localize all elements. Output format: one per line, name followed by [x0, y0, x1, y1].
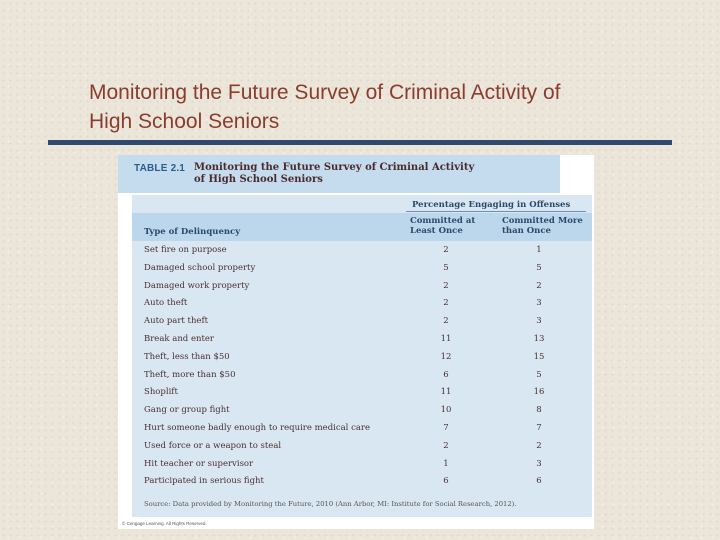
cell-once: 11: [440, 333, 452, 344]
table-source-note: Source: Data provided by Monitoring the Future, 2010 (Ann Arbor, MI: Institute for Social Research, 2012).: [144, 500, 517, 508]
cell-once: 1: [443, 458, 449, 469]
table-row: [132, 350, 592, 368]
slide-title: [89, 78, 669, 136]
table-label: TABLE 2.1: [134, 163, 186, 174]
cell-more: 15: [533, 351, 545, 362]
cell-more: 3: [536, 298, 542, 309]
group-header-rule: [406, 211, 586, 212]
table-row: [132, 403, 592, 421]
cell-more: 5: [536, 369, 542, 380]
column-header-more-line-2: than Once: [502, 226, 551, 236]
cell-once: 6: [443, 369, 449, 380]
cell-type: Damaged school property: [144, 262, 256, 273]
table-row: [132, 279, 592, 297]
cell-once: 5: [443, 262, 449, 273]
cell-more: 5: [536, 262, 542, 273]
column-header-type: Type of Delinquency: [144, 227, 241, 237]
cell-more: 2: [536, 280, 542, 291]
slide-title-line-2: High School Seniors: [89, 110, 280, 133]
column-header-once: [410, 216, 490, 236]
cell-once: 11: [440, 387, 452, 398]
table-rows: [132, 243, 592, 492]
column-header-more-line-1: Committed More: [502, 216, 583, 226]
table-figure: [118, 155, 594, 529]
cell-type: Damaged work property: [144, 280, 250, 291]
cell-more: 6: [536, 476, 542, 487]
cell-once: 2: [443, 440, 449, 451]
cell-type: Auto theft: [144, 298, 188, 309]
table-row: [132, 368, 592, 386]
cell-type: Shoplift: [144, 387, 178, 398]
table-row: [132, 261, 592, 279]
cell-once: 2: [443, 280, 449, 291]
table-row: [132, 243, 592, 261]
cell-more: 8: [536, 405, 542, 416]
table-header: [118, 155, 560, 193]
column-header-once-line-1: Committed at: [410, 216, 476, 226]
cell-more: 3: [536, 316, 542, 327]
table-row: [132, 385, 592, 403]
cell-more: 7: [536, 422, 542, 433]
title-divider: [48, 140, 672, 145]
cell-type: Auto part theft: [144, 316, 209, 327]
table-row: [132, 332, 592, 350]
cell-more: 16: [533, 387, 545, 398]
group-header: Percentage Engaging in Offenses: [412, 200, 571, 210]
column-header-once-line-2: Least Once: [410, 226, 463, 236]
cell-type: Gang or group fight: [144, 405, 230, 416]
copyright-note: © Cengage Learning. All Rights Reserved.: [122, 521, 207, 526]
cell-once: 10: [440, 405, 452, 416]
table-row: [132, 314, 592, 332]
column-header-more: [502, 216, 592, 236]
cell-once: 12: [440, 351, 452, 362]
cell-once: 7: [443, 422, 449, 433]
cell-once: 6: [443, 476, 449, 487]
cell-type: Theft, more than $50: [144, 369, 236, 380]
cell-type: Break and enter: [144, 333, 214, 344]
cell-more: 13: [533, 333, 545, 344]
table-caption: [194, 162, 514, 186]
cell-once: 2: [443, 316, 449, 327]
table-row: [132, 296, 592, 314]
cell-once: 2: [443, 245, 449, 255]
cell-more: 1: [536, 245, 542, 255]
table-caption-line-2: of High School Seniors: [194, 174, 323, 185]
table-caption-line-1: Monitoring the Future Survey of Criminal Activity: [194, 162, 475, 173]
cell-type: Used force or a weapon to steal: [144, 440, 282, 451]
cell-more: 3: [536, 458, 542, 469]
cell-type: Participated in serious fight: [144, 476, 264, 487]
table-row: [132, 457, 592, 475]
cell-type: Hurt someone badly enough to require medical care: [144, 422, 371, 433]
table-row: [132, 439, 592, 457]
cell-more: 2: [536, 440, 542, 451]
table-body: [132, 195, 592, 517]
cell-type: Set fire on purpose: [144, 245, 227, 255]
cell-type: Theft, less than $50: [144, 351, 230, 362]
cell-once: 2: [443, 298, 449, 309]
table-row: [132, 421, 592, 439]
table-row: [132, 474, 592, 492]
cell-type: Hit teacher or supervisor: [144, 458, 254, 469]
slide-title-line-1: Monitoring the Future Survey of Criminal Activity of: [89, 81, 561, 104]
